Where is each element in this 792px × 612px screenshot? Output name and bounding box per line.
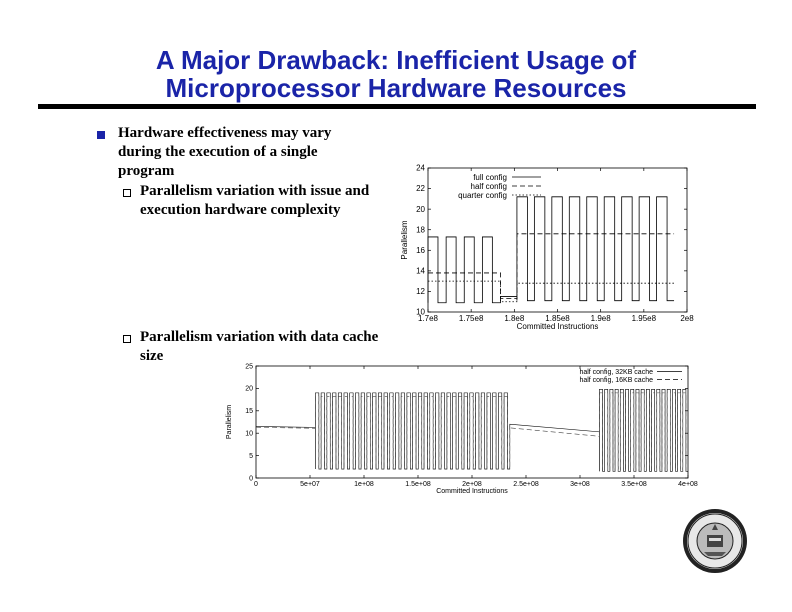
- y-tick-label: 12: [416, 287, 425, 297]
- legend-label: full config: [473, 173, 507, 182]
- x-tick-label: 1.75e8: [458, 314, 484, 323]
- legend-label: half config, 16KB cache: [579, 377, 653, 384]
- bullet-1-line-2: during the execution of a single: [118, 144, 318, 160]
- sub-bullet-marker: [123, 189, 131, 197]
- issue-width-parallelism-chart: [395, 162, 705, 338]
- y-tick-label: 16: [416, 245, 425, 255]
- y-tick-label: 14: [416, 266, 425, 276]
- y-tick-label: 10: [416, 307, 425, 317]
- x-tick-label: 1.95e8: [631, 314, 657, 323]
- x-tick-label: 1.85e8: [545, 314, 570, 323]
- sub-bullet-marker: [123, 335, 131, 343]
- sub-bullet-1-line-1: Parallelism variation with issue and: [140, 183, 370, 199]
- legend-label: half config: [470, 182, 507, 191]
- x-tick-label: 1e+08: [354, 481, 374, 488]
- sub-bullet-2-line-1: Parallelism variation with data cache: [140, 329, 379, 345]
- y-tick-label: 20: [245, 385, 253, 393]
- y-tick-label: 0: [249, 475, 253, 483]
- x-axis-label: Committed Instructions: [516, 322, 599, 331]
- y-tick-label: 5: [249, 452, 253, 460]
- series-line-full-config: [428, 197, 674, 303]
- series-line-quarter-config: [428, 281, 674, 302]
- x-tick-label: 2.5e+08: [513, 481, 539, 488]
- x-tick-label: 1.5e+08: [405, 481, 431, 488]
- sub-bullet-2-line-2: size: [140, 348, 164, 364]
- legend-label: half config, 32KB cache: [579, 369, 653, 376]
- y-tick-label: 18: [416, 225, 425, 235]
- x-tick-label: 3.5e+08: [621, 481, 647, 488]
- sub-bullet-1-line-2: execution hardware complexity: [140, 202, 341, 218]
- y-tick-label: 15: [245, 408, 253, 416]
- y-tick-label: 10: [245, 430, 253, 438]
- x-tick-label: 1.8e8: [504, 314, 525, 323]
- x-tick-label: 2e+08: [462, 481, 482, 488]
- series-line-half-config-16KB-cache: [256, 393, 688, 471]
- bullet-1-line-3: program: [118, 163, 175, 179]
- x-tick-label: 2e8: [680, 314, 694, 323]
- cache-size-parallelism-chart: [222, 362, 702, 500]
- x-tick-label: 5e+07: [300, 481, 320, 488]
- title-divider: [38, 104, 756, 109]
- bullet-marker: [97, 131, 105, 139]
- x-tick-label: 1.9e8: [590, 314, 611, 323]
- legend-label: quarter config: [458, 191, 507, 200]
- x-tick-label: 1.7e8: [417, 314, 439, 323]
- x-tick-label: 3e+08: [570, 481, 590, 488]
- bullet-1-line-1: Hardware effectiveness may vary: [118, 125, 332, 141]
- x-tick-label: 4e+08: [678, 481, 698, 488]
- y-tick-label: 25: [245, 363, 253, 371]
- slide-title-line-2: Microprocessor Hardware Resources: [165, 73, 627, 103]
- slide-title-line-1: A Major Drawback: Inefficient Usage of: [155, 45, 637, 75]
- y-axis-label: Parallelism: [226, 404, 233, 440]
- y-tick-label: 20: [416, 204, 425, 214]
- x-axis-label: Committed Instructions: [436, 488, 508, 495]
- y-tick-label: 22: [416, 184, 425, 194]
- cornell-seal-logo: [682, 508, 748, 574]
- y-tick-label: 24: [416, 163, 425, 173]
- plot-frame: [428, 168, 687, 312]
- y-axis-label: Parallelism: [400, 220, 409, 260]
- x-tick-label: 0: [254, 481, 258, 488]
- series-line-half-config: [428, 234, 674, 299]
